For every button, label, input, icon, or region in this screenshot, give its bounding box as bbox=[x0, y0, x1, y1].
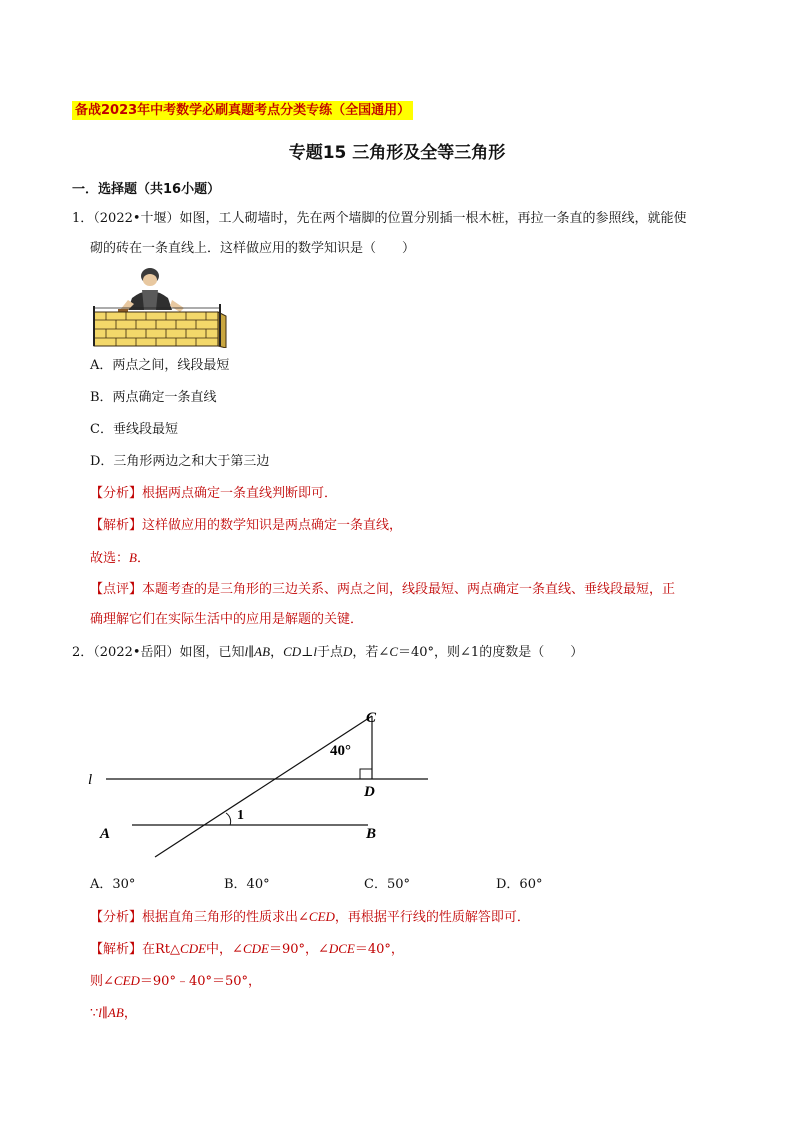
analysis-text: 根据两点确定一条直线判断即可． bbox=[142, 486, 338, 501]
q2-step2-post: ， bbox=[123, 1006, 137, 1021]
q2-stem-mid2: ，若∠ bbox=[352, 645, 390, 660]
q2-step2-ab: AB bbox=[107, 1005, 124, 1020]
label-l: l bbox=[88, 772, 93, 788]
q2-option-c: C．50° bbox=[364, 877, 410, 892]
q1-solution bbox=[90, 517, 402, 535]
q2-stem-mid: 于点 bbox=[317, 645, 344, 660]
q1-option-d: D．三角形两边之和大于第三边 bbox=[90, 454, 270, 469]
comment-tag: 【点评】 bbox=[90, 582, 143, 597]
label-angle-1: 1 bbox=[237, 808, 244, 823]
q1-stem-line2: 砌的砖在一条直线上．这样做应用的数学知识是（ ） bbox=[90, 241, 416, 256]
worker-figure bbox=[118, 268, 184, 313]
label-b: B bbox=[366, 826, 377, 842]
q1-answer bbox=[90, 549, 150, 568]
q2-analysis-tag: 【分析】 bbox=[90, 910, 143, 925]
q2-option-a: A．30° bbox=[90, 877, 136, 892]
q2-step2 bbox=[90, 1004, 137, 1023]
q2-step1 bbox=[90, 972, 261, 991]
q2-figure-geometry bbox=[80, 700, 440, 865]
q1-option-a: A．两点之间，线段最短 bbox=[90, 358, 230, 373]
q2-var-l2: l bbox=[313, 644, 317, 659]
q2-solution bbox=[90, 940, 404, 959]
q2-step1-pre: 则∠ bbox=[90, 974, 114, 989]
q2-sol-cde: CDE bbox=[180, 941, 207, 956]
q1-comment-line2: 确理解它们在实际生活中的应用是解题的关键． bbox=[90, 612, 364, 627]
analysis-tag: 【分析】 bbox=[90, 486, 143, 501]
q2-analysis-var: CED bbox=[308, 909, 335, 924]
q2-stem-prefix: 2．（2022•岳阳）如图，已知 bbox=[72, 645, 245, 660]
label-d: D bbox=[364, 784, 375, 800]
q2-analysis-pre: 根据直角三角形的性质求出∠ bbox=[142, 910, 309, 925]
q2-var-c: C bbox=[389, 644, 398, 659]
q2-analysis-post: ，再根据平行线的性质解答即可． bbox=[334, 910, 530, 925]
q2-sol-cde2: CDE bbox=[242, 941, 269, 956]
q2-var-cd: CD bbox=[283, 644, 302, 659]
label-angle-40: 40° bbox=[330, 743, 351, 759]
q2-step1-var: CED bbox=[113, 973, 140, 988]
q2-sol-mid1: 中，∠ bbox=[206, 942, 243, 957]
page-title: 专题15 三角形及全等三角形 bbox=[288, 143, 506, 163]
answer-suffix: ． bbox=[136, 551, 150, 566]
q1-figure-brick-wall bbox=[92, 266, 232, 348]
q2-stem-tail: ＝40°，则∠1的度数是（ ） bbox=[397, 645, 584, 660]
solution-tag: 【解析】 bbox=[90, 518, 143, 533]
q1-stem-line1: 1．（2022•十堰）如图，工人砌墙时，先在两个墙脚的位置分别插一根木桩，再拉一条直的参照线，就能使 bbox=[72, 211, 687, 226]
q2-sol-mid2: ＝90°，∠ bbox=[268, 942, 329, 957]
banner: 备战2023年中考数学必刷真题考点分类专练（全国通用） bbox=[72, 101, 413, 120]
q1-option-b: B．两点确定一条直线 bbox=[90, 390, 217, 405]
q2-var-d: D bbox=[343, 644, 353, 659]
q2-var-ab: AB bbox=[254, 644, 271, 659]
transversal bbox=[155, 716, 372, 857]
q2-sol-dce: DCE bbox=[328, 941, 355, 956]
q1-option-c: C．垂线段最短 bbox=[90, 422, 178, 437]
q2-var-l: l bbox=[244, 644, 249, 659]
label-c: C bbox=[366, 710, 377, 726]
brick-wall bbox=[94, 312, 226, 348]
solution-text: 这样做应用的数学知识是两点确定一条直线， bbox=[142, 518, 403, 533]
q2-analysis bbox=[90, 908, 530, 927]
q2-step2-l: l bbox=[98, 1005, 102, 1020]
q2-stem bbox=[72, 643, 583, 662]
comment-text-1: 本题考查的是三角形的三边关系、两点之间，线段最短、两点确定一条直线、垂线段最短，正 bbox=[142, 582, 676, 597]
q2-step1-post: ＝90°﹣40°＝50°， bbox=[139, 974, 262, 989]
q2-solution-tag: 【解析】 bbox=[90, 942, 143, 957]
q2-sol-mid3: ＝40°， bbox=[354, 942, 404, 957]
label-a: A bbox=[100, 826, 111, 842]
q2-stem-sep: ， bbox=[270, 645, 284, 660]
section-heading: 一．选择题（共16小题） bbox=[72, 182, 221, 197]
q2-option-b: B．40° bbox=[224, 877, 270, 892]
q1-analysis bbox=[90, 485, 337, 503]
angle-1-arc bbox=[226, 813, 231, 825]
answer-prefix: 故选： bbox=[90, 551, 130, 566]
right-angle-mark bbox=[360, 769, 372, 779]
q1-comment-line1 bbox=[90, 581, 675, 599]
q2-sol-pre: 在Rt△ bbox=[142, 942, 181, 957]
q2-step2-pre: ∵ bbox=[90, 1006, 99, 1021]
q2-perp-sign: ⊥ bbox=[301, 645, 314, 660]
q2-step2-par: ∥ bbox=[101, 1006, 108, 1021]
answer-letter: B bbox=[129, 550, 137, 565]
q2-parallel-sign: ∥ bbox=[248, 645, 255, 660]
q2-option-d: D．60° bbox=[496, 877, 543, 892]
